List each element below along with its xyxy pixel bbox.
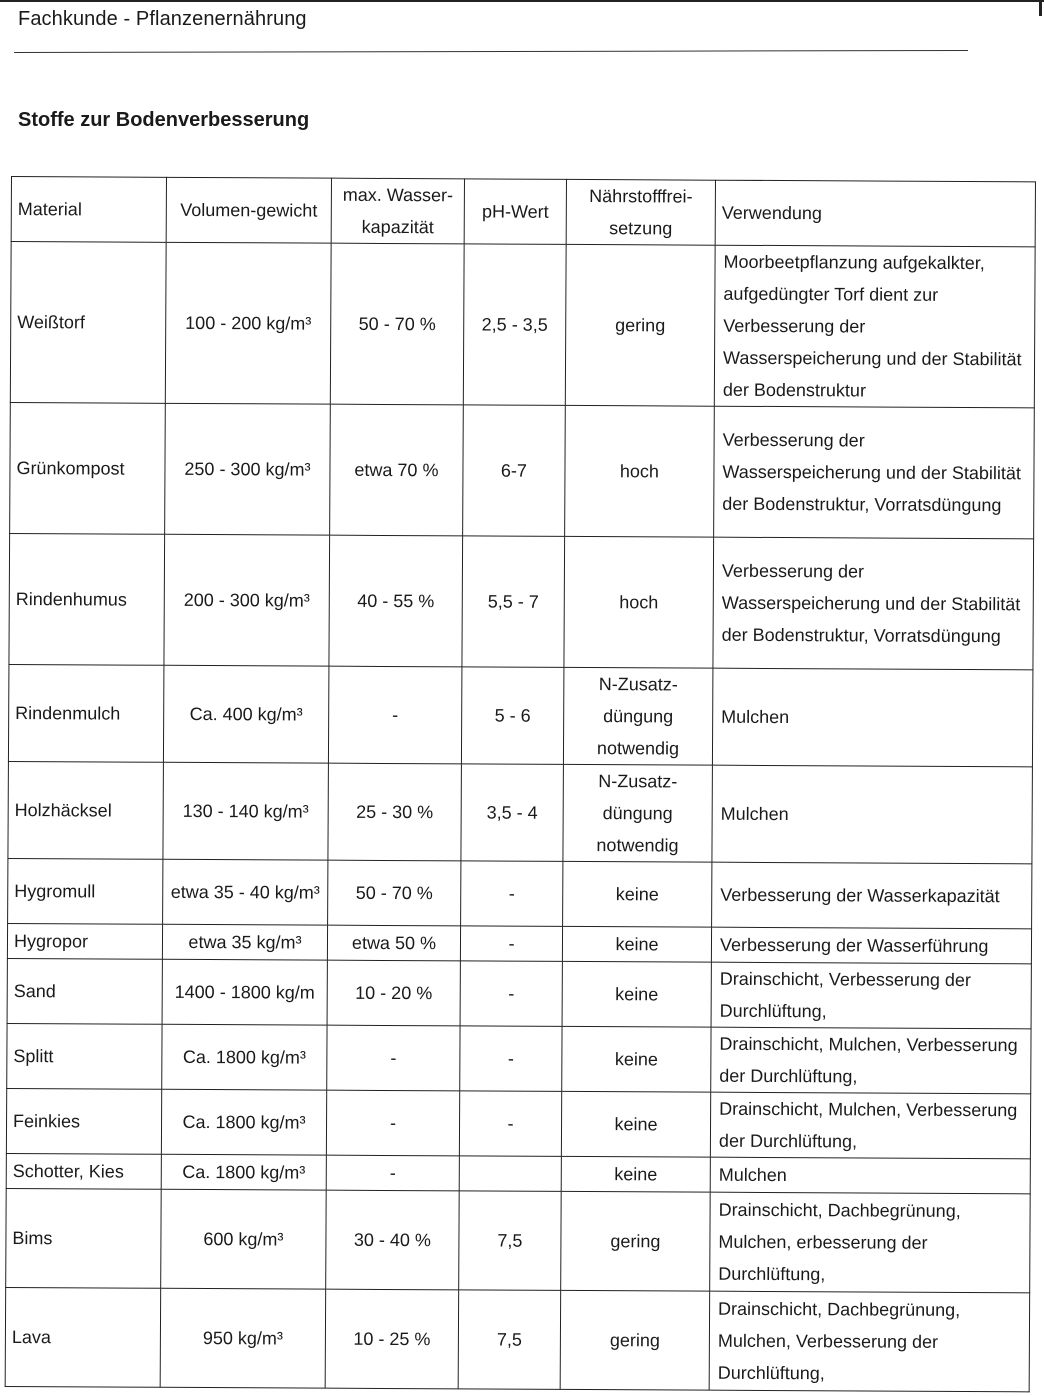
cell-volumen: etwa 35 kg/m³ [162, 924, 327, 960]
cell-naehrstoff: keine [563, 861, 712, 927]
cell-material: Splitt [7, 1023, 162, 1089]
cell-verwendung: Verbesserung der Wasserkapazität [712, 862, 1032, 929]
cell-wasser: 10 - 20 % [327, 960, 460, 1026]
cell-verwendung: Verbesserung der Wasserspeicherung und der Stabilität der Bodenstruktur, Vorratsdüngung [713, 537, 1034, 670]
cell-ph: 7,5 [458, 1290, 561, 1390]
cell-material: Hygropor [7, 923, 162, 959]
cell-naehrstoff: keine [562, 961, 711, 1027]
table-row [8, 761, 1032, 863]
cell-ph: 5,5 - 7 [462, 536, 565, 668]
cell-wasser: etwa 70 % [330, 404, 464, 536]
cell-ph: 7,5 [459, 1191, 562, 1291]
column-header-ph: pH-Wert [464, 179, 566, 245]
cell-volumen: Ca. 400 kg/m³ [163, 665, 329, 763]
cell-material: Weißtorf [10, 242, 166, 404]
table-row [6, 1188, 1031, 1292]
cell-naehrstoff: keine [562, 1026, 711, 1092]
table-row [9, 533, 1034, 669]
table-row [8, 664, 1032, 766]
page-corner-mark [1039, 0, 1042, 16]
cell-material: Rindenhumus [9, 533, 165, 665]
cell-wasser: - [327, 1025, 460, 1091]
cell-volumen: 130 - 140 kg/m³ [163, 762, 329, 860]
cell-verwendung: Mulchen [710, 1157, 1030, 1194]
cell-volumen: 950 kg/m³ [160, 1288, 326, 1388]
cell-volumen: 600 kg/m³ [161, 1189, 327, 1289]
cell-material: Grünkompost [10, 402, 166, 534]
cell-ph: - [460, 926, 562, 962]
table-row [7, 1023, 1031, 1093]
cell-volumen: 100 - 200 kg/m³ [165, 242, 331, 404]
cell-verwendung: Drainschicht, Dachbegrünung, Mulchen, Verbesserung der Durchlüftung, [709, 1291, 1030, 1392]
cell-naehrstoff: N-Zusatz-düngung notwendig [563, 764, 713, 862]
cell-naehrstoff: N-Zusatz-düngung notwendig [563, 667, 713, 765]
column-header-verwendung: Verwendung [715, 180, 1035, 247]
cell-ph: - [461, 861, 563, 927]
cell-wasser: 50 - 70 % [330, 243, 464, 405]
cell-verwendung: Drainschicht, Mulchen, Verbesserung der Durchlüftung, [711, 1027, 1031, 1094]
cell-material: Schotter, Kies [6, 1153, 161, 1189]
cell-wasser: 50 - 70 % [328, 860, 461, 926]
cell-wasser: etwa 50 % [327, 925, 460, 961]
cell-naehrstoff: gering [561, 1191, 711, 1291]
cell-ph: 2,5 - 3,5 [463, 244, 566, 406]
cell-ph: - [460, 1026, 562, 1092]
cell-verwendung: Drainschicht, Mulchen, Verbesserung der Durchlüftung, [710, 1092, 1030, 1159]
table-row [10, 402, 1035, 538]
cell-material: Holzhäcksel [8, 761, 164, 859]
cell-verwendung: Mulchen [712, 765, 1033, 864]
cell-verwendung: Drainschicht, Dachbegrünung, Mulchen, erbesserung der Durchlüftung, [710, 1192, 1031, 1293]
cell-ph: 3,5 - 4 [461, 764, 564, 862]
cell-verwendung: Drainschicht, Verbesserung der Durchlüftung, [711, 962, 1031, 1029]
cell-ph: - [459, 1091, 561, 1157]
cell-volumen: etwa 35 - 40 kg/m³ [163, 859, 328, 925]
document-header: Fachkunde - Pflanzenernährung [18, 8, 307, 30]
cell-ph: 5 - 6 [461, 667, 564, 765]
cell-wasser: - [326, 1090, 459, 1156]
column-header-naehrstoff: Nährstofffrei-setzung [566, 179, 715, 245]
cell-wasser: 30 - 40 % [326, 1190, 460, 1290]
cell-volumen: 200 - 300 kg/m³ [164, 534, 330, 666]
table-row [10, 242, 1035, 408]
table-row [8, 858, 1032, 928]
cell-wasser: 40 - 55 % [329, 535, 463, 667]
cell-naehrstoff: keine [561, 1156, 710, 1192]
cell-verwendung: Verbesserung der Wasserführung [711, 927, 1031, 964]
cell-wasser: 25 - 30 % [328, 763, 462, 861]
cell-naehrstoff: gering [565, 244, 715, 406]
cell-volumen: Ca. 1800 kg/m³ [162, 1024, 327, 1090]
table-container [5, 176, 1035, 1392]
table-row [6, 1153, 1030, 1193]
cell-ph: - [460, 961, 562, 1027]
cell-material: Bims [6, 1188, 162, 1288]
cell-material: Lava [5, 1287, 161, 1387]
table-row [5, 1287, 1030, 1391]
cell-naehrstoff: gering [560, 1290, 710, 1390]
cell-material: Sand [7, 958, 162, 1024]
cell-verwendung: Verbesserung der Wasserspeicherung und der Stabilität der Bodenstruktur, Vorratsdüngung [714, 406, 1035, 539]
page-top-border [0, 0, 1044, 2]
column-header-material: Material [11, 177, 166, 243]
cell-material: Hygromull [8, 858, 163, 924]
cell-naehrstoff: hoch [564, 536, 714, 668]
column-header-wasserkapazitaet: max. Wasser-kapazität [331, 178, 464, 244]
cell-naehrstoff: keine [561, 1091, 710, 1157]
cell-material: Rindenmulch [8, 664, 164, 762]
cell-volumen: Ca. 1800 kg/m³ [161, 1154, 326, 1190]
cell-volumen: 250 - 300 kg/m³ [165, 403, 331, 535]
header-divider [14, 50, 968, 53]
column-header-volumen: Volumen-gewicht [166, 177, 331, 243]
cell-volumen: 1400 - 1800 kg/m [162, 959, 327, 1025]
cell-naehrstoff: hoch [565, 405, 715, 537]
cell-ph [459, 1156, 561, 1192]
cell-ph: 6-7 [463, 405, 566, 537]
cell-volumen: Ca. 1800 kg/m³ [161, 1089, 326, 1155]
cell-naehrstoff: keine [562, 926, 711, 962]
cell-wasser: - [326, 1155, 459, 1191]
cell-verwendung: Mulchen [712, 668, 1033, 767]
table-row [7, 923, 1031, 963]
soil-improvement-table [5, 176, 1036, 1392]
section-title: Stoffe zur Bodenverbesserung [18, 109, 310, 131]
table-row [6, 1088, 1030, 1158]
table-header-row [11, 177, 1035, 247]
cell-verwendung: Moorbeetpflanzung aufgekalkter, aufgedüngter Torf dient zur Verbesserung der Wasserspeicherung und der Stabilität der Bodenstruktur [714, 245, 1035, 408]
table-row [7, 958, 1031, 1028]
cell-wasser: - [328, 666, 462, 764]
cell-wasser: 10 - 25 % [325, 1289, 459, 1389]
cell-material: Feinkies [6, 1088, 161, 1154]
